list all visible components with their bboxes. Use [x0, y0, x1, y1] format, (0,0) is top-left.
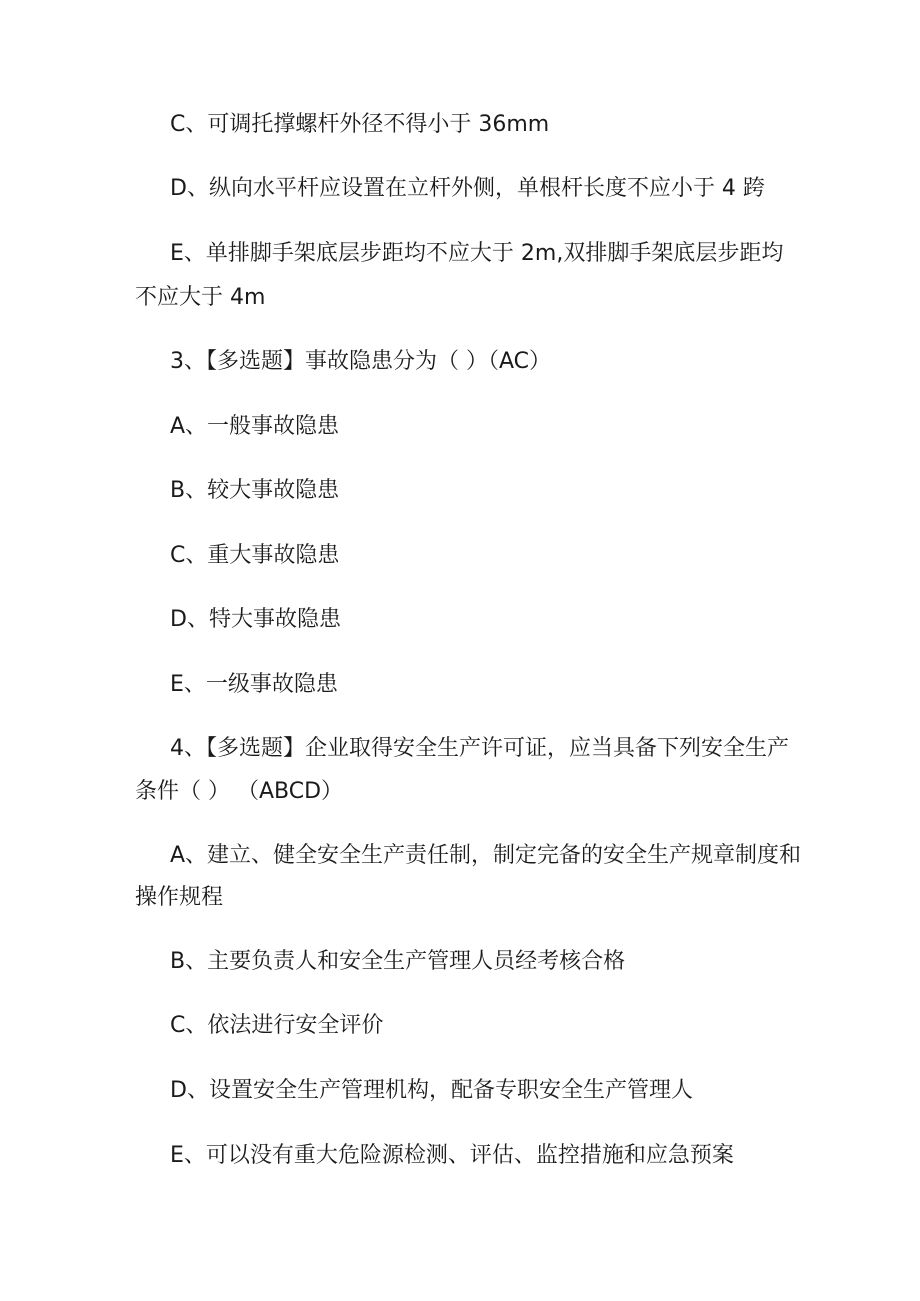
option-d-q3: D、特大事故隐患 — [170, 607, 341, 632]
option-e-q3: E、一级事故隐患 — [170, 672, 338, 697]
option-e-q4: E、可以没有重大危险源检测、评估、监控措施和应急预案 — [170, 1143, 734, 1168]
question-4-title-line2: 条件（ ） （ABCD） — [135, 779, 344, 804]
option-c-q3: C、重大事故隐患 — [170, 543, 340, 568]
option-b-q3: B、较大事故隐患 — [170, 478, 340, 503]
option-e-q2-line2: 不应大于 4m — [135, 285, 266, 310]
option-b-q4: B、主要负责人和安全生产管理人员经考核合格 — [170, 949, 626, 974]
option-c-q2: C、可调托撑螺杆外径不得小于 36mm — [170, 112, 550, 137]
option-a-q4-line2: 操作规程 — [135, 885, 224, 910]
question-4-title-line1: 4、【多选题】企业取得安全生产许可证，应当具备下列安全生产 — [170, 736, 789, 761]
option-d-q2: D、纵向水平杆应设置在立杆外侧，单根杆长度不应小于 4 跨 — [170, 176, 765, 201]
option-d-q4: D、设置安全生产管理机构，配备专职安全生产管理人 — [170, 1078, 693, 1103]
question-3-title: 3、【多选题】事故隐患分为（ ）（AC） — [170, 349, 552, 374]
option-c-q4: C、依法进行安全评价 — [170, 1013, 384, 1038]
option-a-q3: A、一般事故隐患 — [170, 414, 340, 439]
option-a-q4-line1: A、建立、健全安全生产责任制，制定完备的安全生产规章制度和 — [170, 843, 802, 868]
option-e-q2-line1: E、单排脚手架底层步距均不应大于 2m,双排脚手架底层步距均 — [170, 241, 784, 266]
